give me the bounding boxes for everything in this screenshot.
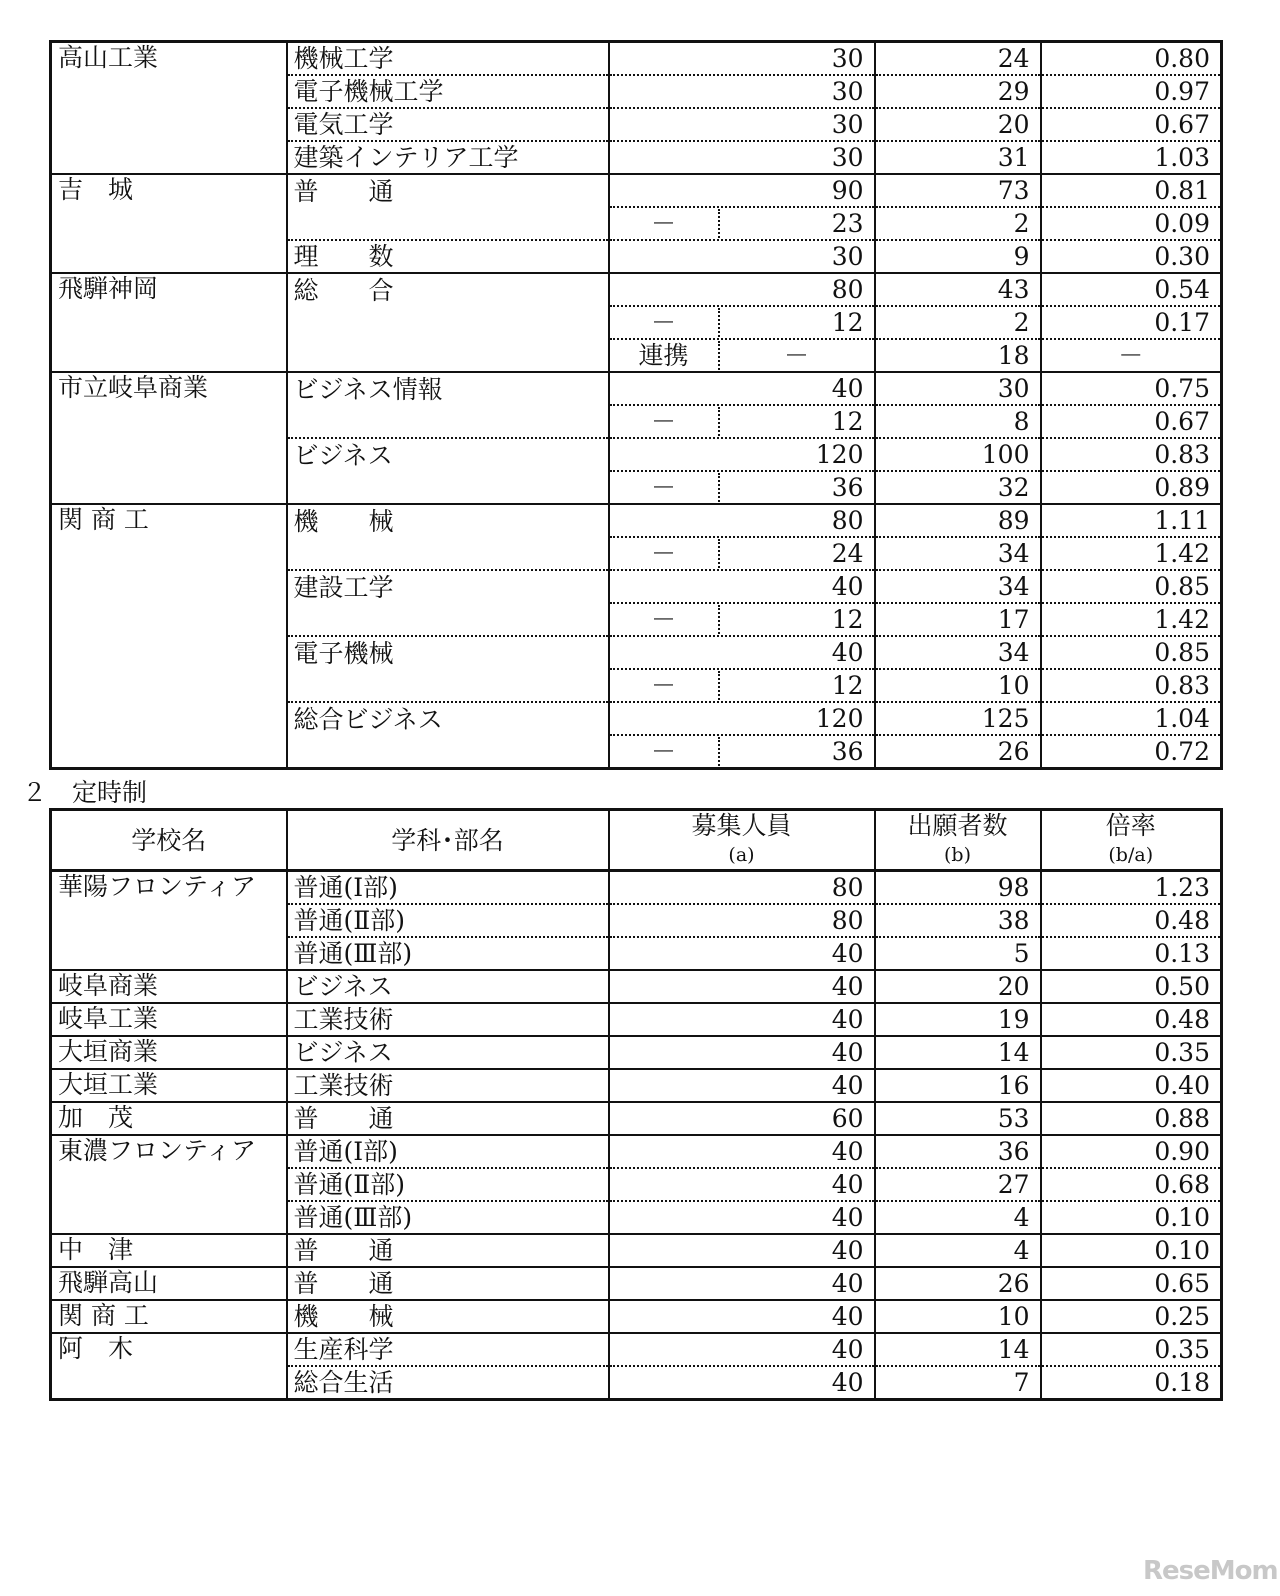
department-cell: 機 械 bbox=[287, 1300, 609, 1333]
quota-subtype-label: － bbox=[610, 539, 720, 568]
quota-cell bbox=[609, 669, 875, 702]
ratio-cell: 0.83 bbox=[1041, 669, 1222, 702]
applicants-cell: 4 bbox=[875, 1234, 1041, 1267]
ratio-cell: 0.35 bbox=[1041, 1036, 1222, 1069]
quota-value: － bbox=[783, 341, 809, 370]
applicants-cell: 125 bbox=[875, 702, 1041, 735]
applicants-cell: 27 bbox=[875, 1168, 1041, 1201]
ratio-cell: 0.35 bbox=[1041, 1333, 1222, 1366]
department-cell bbox=[287, 405, 609, 438]
applicants-cell: 10 bbox=[875, 669, 1041, 702]
ratio-cell: 0.75 bbox=[1041, 372, 1222, 405]
quota-cell: 40 bbox=[609, 1003, 875, 1036]
applicants-cell: 5 bbox=[875, 937, 1041, 970]
quota-split bbox=[610, 472, 874, 503]
applicants-cell: 18 bbox=[875, 339, 1041, 372]
ratio-cell: 1.42 bbox=[1041, 603, 1222, 636]
department-cell: 普通(Ⅱ部) bbox=[287, 904, 609, 937]
school-name-cell: 華陽フロンティア bbox=[51, 871, 287, 971]
applicants-cell: 20 bbox=[875, 970, 1041, 1003]
quota-cell: 80 bbox=[609, 273, 875, 306]
ratio-cell: 0.25 bbox=[1041, 1300, 1222, 1333]
department-cell bbox=[287, 471, 609, 504]
table-row bbox=[51, 504, 1222, 537]
quota-cell: 40 bbox=[609, 1201, 875, 1234]
department-cell bbox=[287, 669, 609, 702]
ratio-cell: 0.68 bbox=[1041, 1168, 1222, 1201]
applicants-cell: 38 bbox=[875, 904, 1041, 937]
table-header-row bbox=[51, 810, 1222, 871]
department-cell: 普通(Ⅱ部) bbox=[287, 1168, 609, 1201]
quota-cell bbox=[609, 471, 875, 504]
quota-cell: 80 bbox=[609, 504, 875, 537]
ratio-cell: 0.10 bbox=[1041, 1201, 1222, 1234]
ratio-cell: 0.48 bbox=[1041, 1003, 1222, 1036]
quota-cell bbox=[609, 405, 875, 438]
department-cell bbox=[287, 603, 609, 636]
quota-cell: 120 bbox=[609, 702, 875, 735]
department-cell bbox=[287, 207, 609, 240]
quota-subtype-label: － bbox=[610, 308, 720, 337]
quota-cell: 40 bbox=[609, 570, 875, 603]
school-name-cell: 関 商 工 bbox=[51, 1300, 287, 1333]
applicants-cell: 14 bbox=[875, 1036, 1041, 1069]
ratio-cell: 0.67 bbox=[1041, 405, 1222, 438]
quota-split bbox=[610, 604, 874, 635]
quota-split bbox=[610, 736, 874, 767]
teijisei-table bbox=[49, 808, 1223, 1401]
quota-cell: 40 bbox=[609, 970, 875, 1003]
applicants-cell: 2 bbox=[875, 207, 1041, 240]
applicants-cell: 98 bbox=[875, 871, 1041, 905]
table-row bbox=[51, 1234, 1222, 1267]
department-cell: 建設工学 bbox=[287, 570, 609, 603]
ratio-cell: 0.67 bbox=[1041, 108, 1222, 141]
school-name-cell: 東濃フロンティア bbox=[51, 1135, 287, 1234]
quota-subtype-label: － bbox=[610, 671, 720, 700]
applicants-cell: 26 bbox=[875, 1267, 1041, 1300]
department-cell: 工業技術 bbox=[287, 1069, 609, 1102]
quota-value: 36 bbox=[831, 737, 864, 766]
ratio-cell: 0.17 bbox=[1041, 306, 1222, 339]
school-name-cell: 阿 木 bbox=[51, 1333, 287, 1400]
applicants-cell: 8 bbox=[875, 405, 1041, 438]
applicants-cell: 100 bbox=[875, 438, 1041, 471]
ratio-cell: 0.09 bbox=[1041, 207, 1222, 240]
department-cell: 普 通 bbox=[287, 1102, 609, 1135]
school-name-cell: 大垣工業 bbox=[51, 1069, 287, 1102]
quota-cell bbox=[609, 339, 875, 372]
department-cell: 建築インテリア工学 bbox=[287, 141, 609, 174]
department-cell: 理 数 bbox=[287, 240, 609, 273]
quota-value: 12 bbox=[831, 407, 864, 436]
table-row bbox=[51, 42, 1222, 76]
department-cell: 普 通 bbox=[287, 1267, 609, 1300]
table-row bbox=[51, 970, 1222, 1003]
quota-split bbox=[610, 307, 874, 338]
ratio-cell: 0.85 bbox=[1041, 636, 1222, 669]
school-name-cell: 吉 城 bbox=[51, 174, 287, 273]
ratio-cell: 1.42 bbox=[1041, 537, 1222, 570]
department-cell: 総合ビジネス bbox=[287, 702, 609, 735]
quota-cell: 40 bbox=[609, 1300, 875, 1333]
ratio-cell: 0.81 bbox=[1041, 174, 1222, 207]
header-applicants: 出願者数 (b) bbox=[875, 810, 1041, 871]
school-name-cell: 加 茂 bbox=[51, 1102, 287, 1135]
quota-cell: 30 bbox=[609, 42, 875, 76]
school-name-cell: 飛騨高山 bbox=[51, 1267, 287, 1300]
applicants-cell: 26 bbox=[875, 735, 1041, 769]
applicants-cell: 43 bbox=[875, 273, 1041, 306]
quota-cell: 40 bbox=[609, 1036, 875, 1069]
department-cell: 総合生活 bbox=[287, 1366, 609, 1400]
quota-cell: 40 bbox=[609, 372, 875, 405]
quota-value: 12 bbox=[831, 605, 864, 634]
applicants-cell: 7 bbox=[875, 1366, 1041, 1400]
department-cell bbox=[287, 735, 609, 769]
zennichi-table-continued bbox=[49, 40, 1223, 770]
ratio-cell: 0.30 bbox=[1041, 240, 1222, 273]
table-row bbox=[51, 1135, 1222, 1168]
quota-cell: 80 bbox=[609, 871, 875, 905]
ratio-cell: 0.85 bbox=[1041, 570, 1222, 603]
quota-subtype-label: － bbox=[610, 407, 720, 436]
quota-cell: 60 bbox=[609, 1102, 875, 1135]
applicants-cell: 2 bbox=[875, 306, 1041, 339]
quota-cell: 40 bbox=[609, 1069, 875, 1102]
quota-split bbox=[610, 208, 874, 239]
applicants-cell: 34 bbox=[875, 570, 1041, 603]
ratio-cell: 0.50 bbox=[1041, 970, 1222, 1003]
quota-subtype-label: － bbox=[610, 737, 720, 766]
ratio-cell: 0.89 bbox=[1041, 471, 1222, 504]
quota-cell bbox=[609, 603, 875, 636]
table-row bbox=[51, 871, 1222, 905]
applicants-cell: 73 bbox=[875, 174, 1041, 207]
applicants-cell: 53 bbox=[875, 1102, 1041, 1135]
ratio-cell: 0.40 bbox=[1041, 1069, 1222, 1102]
ratio-cell: 1.03 bbox=[1041, 141, 1222, 174]
ratio-cell: 0.97 bbox=[1041, 75, 1222, 108]
table-row bbox=[51, 1267, 1222, 1300]
quota-split bbox=[610, 538, 874, 569]
applicants-cell: 16 bbox=[875, 1069, 1041, 1102]
quota-cell: 40 bbox=[609, 937, 875, 970]
quota-cell: 40 bbox=[609, 1135, 875, 1168]
ratio-cell: 0.48 bbox=[1041, 904, 1222, 937]
ratio-cell: 0.88 bbox=[1041, 1102, 1222, 1135]
quota-split bbox=[610, 406, 874, 437]
quota-cell: 30 bbox=[609, 108, 875, 141]
department-cell: ビジネス bbox=[287, 970, 609, 1003]
quota-cell: 30 bbox=[609, 240, 875, 273]
department-cell: 機 械 bbox=[287, 504, 609, 537]
ratio-cell: 0.90 bbox=[1041, 1135, 1222, 1168]
table-row bbox=[51, 1333, 1222, 1366]
applicants-cell: 31 bbox=[875, 141, 1041, 174]
department-cell: 電気工学 bbox=[287, 108, 609, 141]
quota-subtype-label: － bbox=[610, 209, 720, 238]
quota-value: 24 bbox=[831, 539, 864, 568]
department-cell: ビジネス bbox=[287, 438, 609, 471]
school-name-cell: 岐阜工業 bbox=[51, 1003, 287, 1036]
school-name-cell: 市立岐阜商業 bbox=[51, 372, 287, 504]
table-row bbox=[51, 372, 1222, 405]
department-cell: 普 通 bbox=[287, 1234, 609, 1267]
section-title-teijisei: ２ 定時制 bbox=[22, 778, 148, 807]
quota-cell: 40 bbox=[609, 1333, 875, 1366]
school-name-cell: 関 商 工 bbox=[51, 504, 287, 769]
ratio-cell: 0.18 bbox=[1041, 1366, 1222, 1400]
department-cell: 普 通 bbox=[287, 174, 609, 207]
applicants-cell: 10 bbox=[875, 1300, 1041, 1333]
ratio-cell: 0.54 bbox=[1041, 273, 1222, 306]
department-cell: 普通(Ⅲ部) bbox=[287, 1201, 609, 1234]
applicants-cell: 29 bbox=[875, 75, 1041, 108]
ratio-cell: 0.13 bbox=[1041, 937, 1222, 970]
quota-cell: 40 bbox=[609, 1267, 875, 1300]
department-cell bbox=[287, 339, 609, 372]
school-name-cell: 岐阜商業 bbox=[51, 970, 287, 1003]
applicants-cell: 17 bbox=[875, 603, 1041, 636]
school-name-cell: 中 津 bbox=[51, 1234, 287, 1267]
quota-cell: 30 bbox=[609, 141, 875, 174]
ratio-cell: 0.83 bbox=[1041, 438, 1222, 471]
quota-cell: 40 bbox=[609, 636, 875, 669]
table-row bbox=[51, 1003, 1222, 1036]
quota-value: 12 bbox=[831, 308, 864, 337]
quota-cell: 30 bbox=[609, 75, 875, 108]
table-row bbox=[51, 1069, 1222, 1102]
department-cell: 電子機械 bbox=[287, 636, 609, 669]
ratio-cell: 1.04 bbox=[1041, 702, 1222, 735]
quota-cell: 40 bbox=[609, 1168, 875, 1201]
department-cell: 普通(Ⅲ部) bbox=[287, 937, 609, 970]
quota-cell: 40 bbox=[609, 1366, 875, 1400]
table-row bbox=[51, 174, 1222, 207]
quota-value: 36 bbox=[831, 473, 864, 502]
department-cell: ビジネス bbox=[287, 1036, 609, 1069]
table-row bbox=[51, 1102, 1222, 1135]
quota-cell: 40 bbox=[609, 1234, 875, 1267]
quota-split bbox=[610, 340, 874, 371]
department-cell: 総 合 bbox=[287, 273, 609, 306]
quota-subtype-label: － bbox=[610, 605, 720, 634]
header-ratio: 倍率 (b/a) bbox=[1041, 810, 1222, 871]
applicants-cell: 32 bbox=[875, 471, 1041, 504]
applicants-cell: 30 bbox=[875, 372, 1041, 405]
applicants-cell: 24 bbox=[875, 42, 1041, 76]
quota-subtype-label: － bbox=[610, 473, 720, 502]
quota-split bbox=[610, 670, 874, 701]
applicants-cell: 9 bbox=[875, 240, 1041, 273]
applicants-cell: 34 bbox=[875, 636, 1041, 669]
applicants-cell: 4 bbox=[875, 1201, 1041, 1234]
school-name-cell: 飛騨神岡 bbox=[51, 273, 287, 372]
ratio-cell: 0.10 bbox=[1041, 1234, 1222, 1267]
department-cell: 電子機械工学 bbox=[287, 75, 609, 108]
department-cell: 普通(Ⅰ部) bbox=[287, 1135, 609, 1168]
applicants-cell: 19 bbox=[875, 1003, 1041, 1036]
quota-cell bbox=[609, 537, 875, 570]
ratio-cell: 1.23 bbox=[1041, 871, 1222, 905]
quota-cell: 90 bbox=[609, 174, 875, 207]
ratio-cell: 0.80 bbox=[1041, 42, 1222, 76]
department-cell: 工業技術 bbox=[287, 1003, 609, 1036]
table-row bbox=[51, 273, 1222, 306]
applicants-cell: 34 bbox=[875, 537, 1041, 570]
table-row bbox=[51, 1300, 1222, 1333]
school-name-cell: 高山工業 bbox=[51, 42, 287, 175]
resemom-watermark: ReseMom bbox=[1143, 1556, 1278, 1586]
header-school: 学校名 bbox=[51, 810, 287, 871]
ratio-cell: 0.65 bbox=[1041, 1267, 1222, 1300]
quota-value: 12 bbox=[831, 671, 864, 700]
applicants-cell: 89 bbox=[875, 504, 1041, 537]
department-cell: 機械工学 bbox=[287, 42, 609, 76]
quota-cell: 80 bbox=[609, 904, 875, 937]
department-cell: 生産科学 bbox=[287, 1333, 609, 1366]
ratio-cell: 1.11 bbox=[1041, 504, 1222, 537]
quota-cell bbox=[609, 735, 875, 769]
ratio-cell: 0.72 bbox=[1041, 735, 1222, 769]
school-name-cell: 大垣商業 bbox=[51, 1036, 287, 1069]
ratio-cell: － bbox=[1041, 339, 1222, 372]
department-cell: ビジネス情報 bbox=[287, 372, 609, 405]
quota-cell: 120 bbox=[609, 438, 875, 471]
table-row bbox=[51, 1036, 1222, 1069]
header-quota: 募集人員 (a) bbox=[609, 810, 875, 871]
department-cell bbox=[287, 306, 609, 339]
applicants-cell: 20 bbox=[875, 108, 1041, 141]
header-dept: 学科･部名 bbox=[287, 810, 609, 871]
applicants-cell: 36 bbox=[875, 1135, 1041, 1168]
quota-value: 23 bbox=[831, 209, 864, 238]
applicants-cell: 14 bbox=[875, 1333, 1041, 1366]
quota-cell bbox=[609, 207, 875, 240]
quota-cell bbox=[609, 306, 875, 339]
department-cell bbox=[287, 537, 609, 570]
department-cell: 普通(Ⅰ部) bbox=[287, 871, 609, 905]
quota-subtype-label: 連携 bbox=[610, 341, 720, 370]
